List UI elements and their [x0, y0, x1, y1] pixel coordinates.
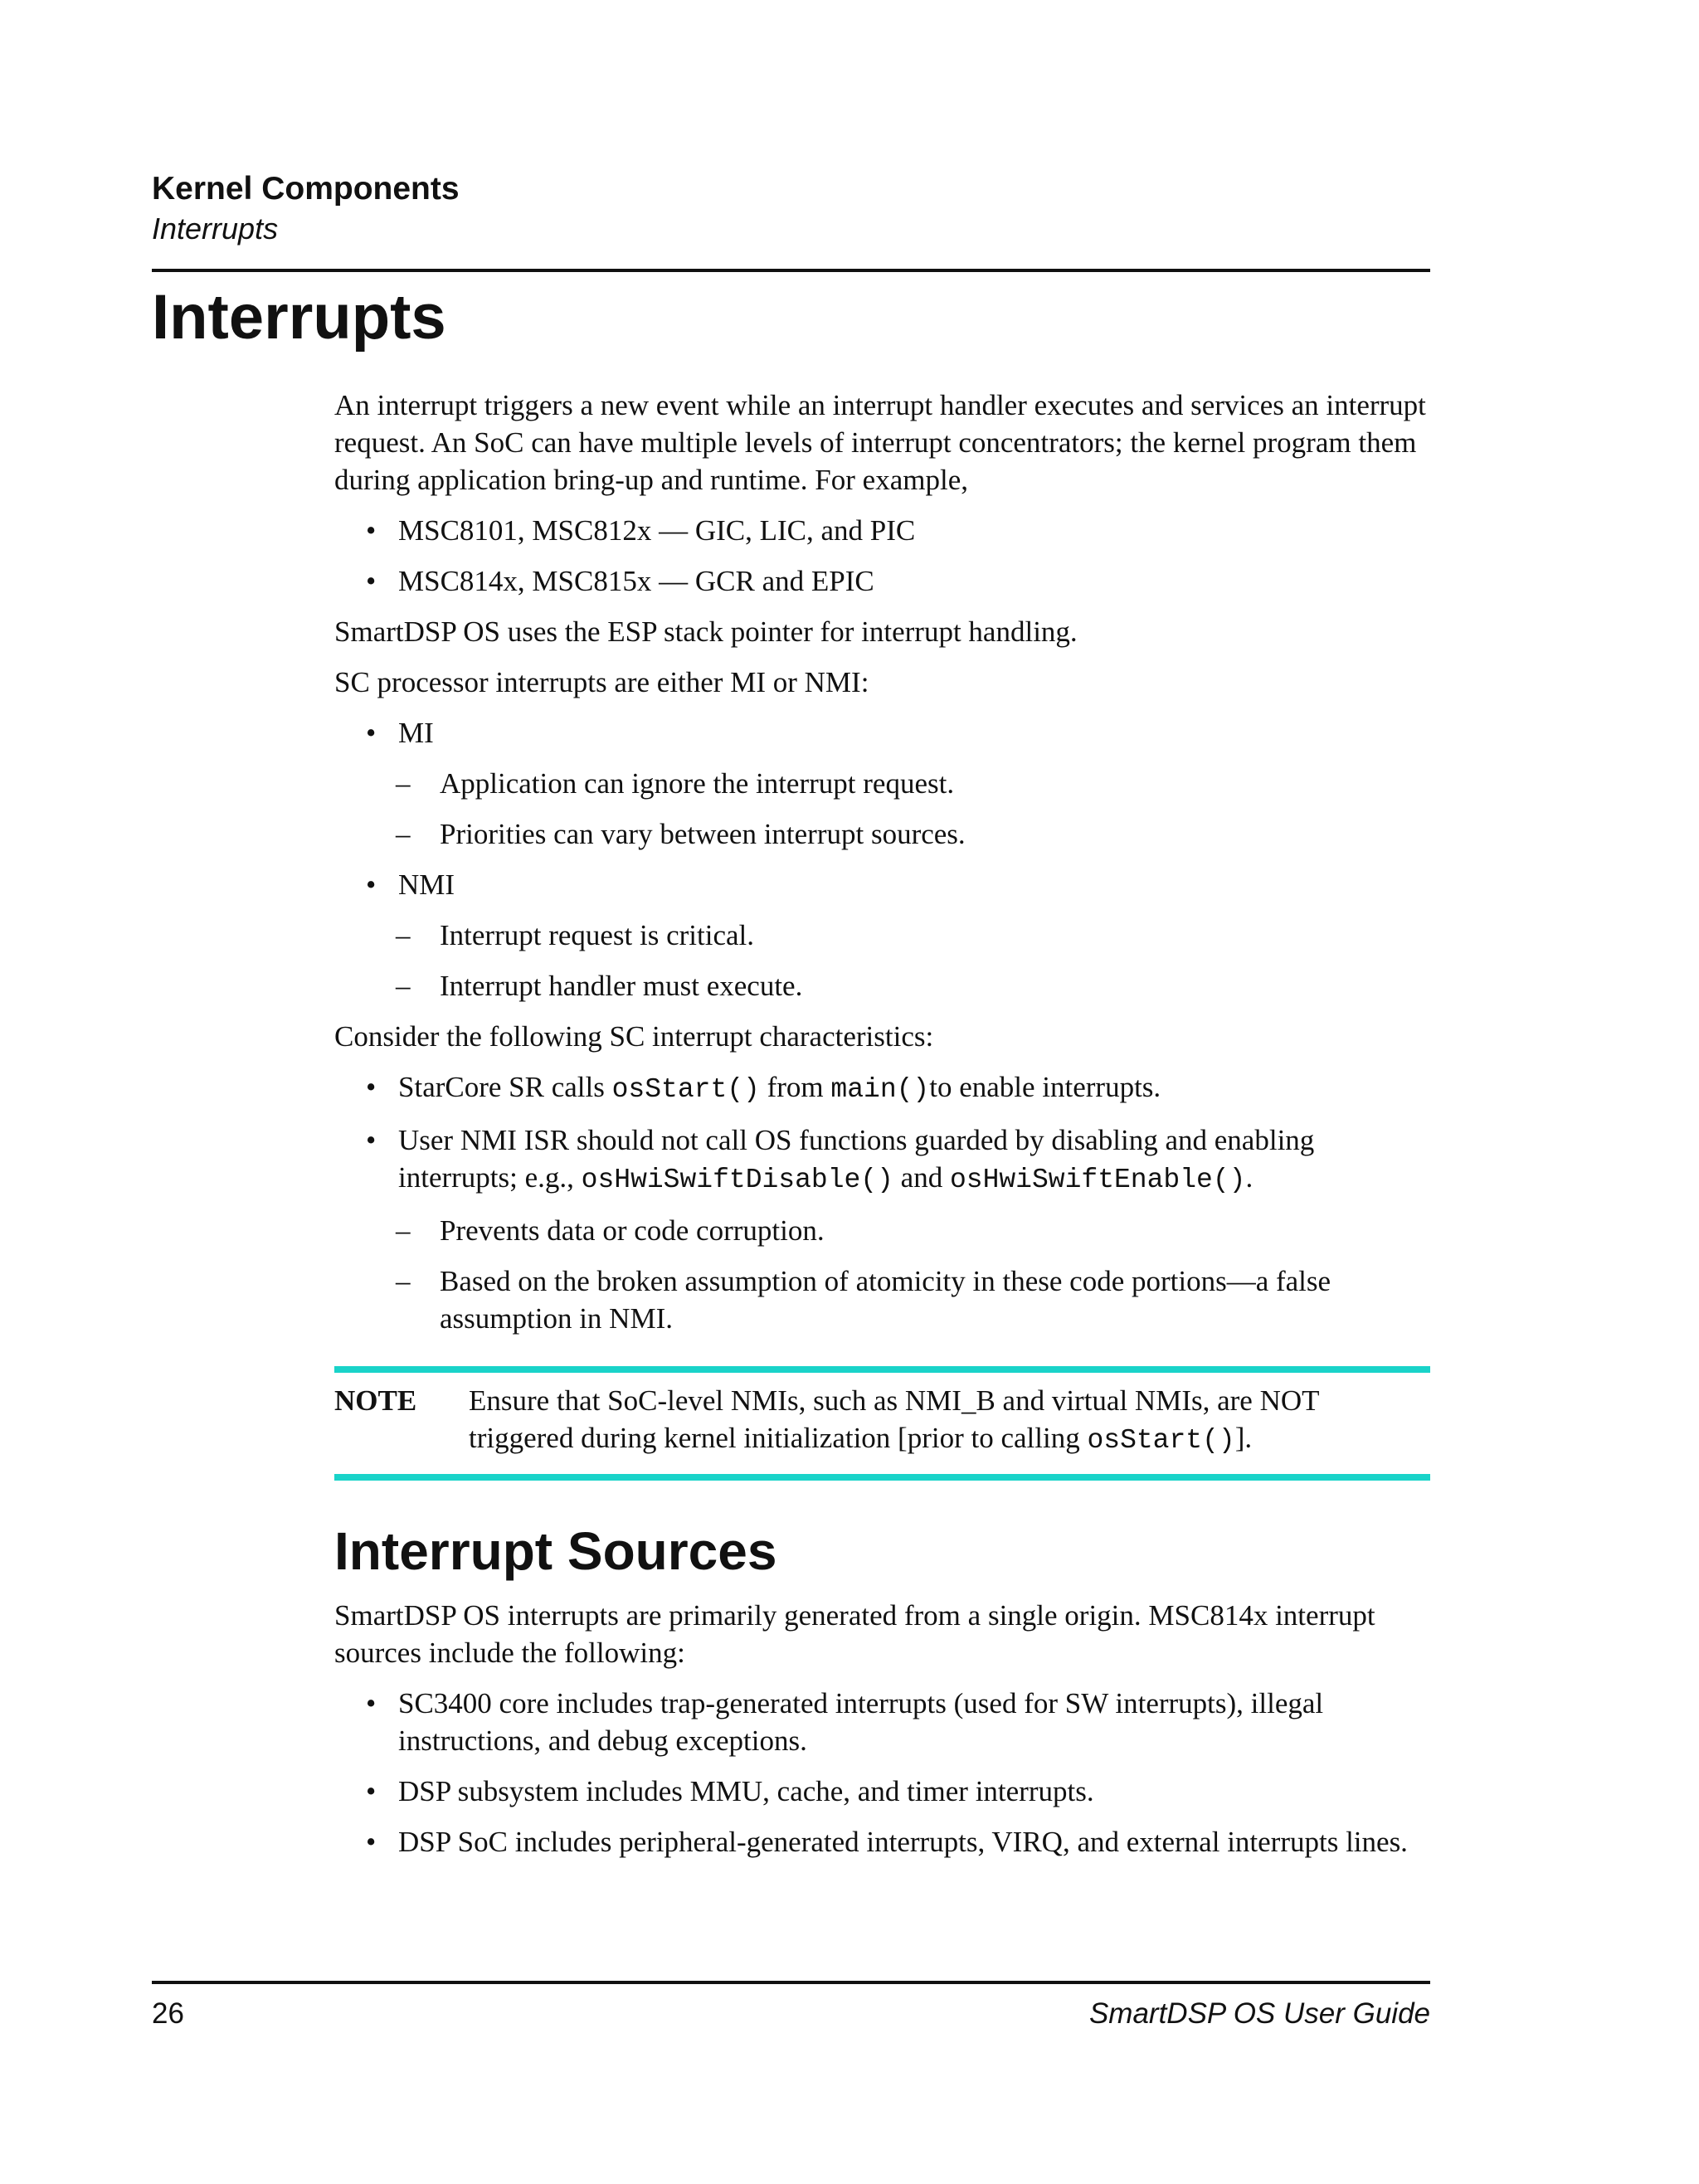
mi-nmi-paragraph: SC processor interrupts are either MI or NMI:	[334, 666, 869, 698]
sub-list-item: – Application can ignore the interrupt request.	[396, 767, 955, 800]
section-heading: Interrupt Sources	[334, 1521, 777, 1581]
running-header-section: Interrupts	[152, 212, 279, 246]
esp-paragraph: SmartDSP OS uses the ESP stack pointer for interrupt handling.	[334, 615, 1078, 648]
code-main: main()	[830, 1074, 930, 1105]
list-item: • SC3400 core includes trap-generated interrupts (used for SW interrupts), illegal instructions, and debug exceptions.	[366, 1687, 1324, 1757]
sub-list-item: – Based on the broken assumption of atomicity in these code portions—a false assumption in NMI.	[396, 1265, 1331, 1335]
note-box	[334, 1366, 1430, 1481]
list-item: • User NMI ISR should not call OS functions guarded by disabling and enabling interrupts; e.g., osHwiSwiftDisable() and osHwiSwiftEnable().	[366, 1124, 1315, 1195]
list-item: • DSP subsystem includes MMU, cache, and timer interrupts.	[366, 1775, 1094, 1807]
footer-doc-title: SmartDSP OS User Guide	[1088, 1997, 1430, 2030]
code-os-start: osStart()	[611, 1074, 760, 1105]
list-item: • MSC8101, MSC812x — GIC, LIC, and PIC	[366, 514, 916, 547]
note-label: NOTE	[334, 1384, 417, 1417]
code-hwi-enable: osHwiSwiftEnable()	[949, 1165, 1246, 1195]
note-text: Ensure that SoC-level NMIs, such as NMI_B and virtual NMIs, are NOT triggered during kernel initialization [prior to calling osStart()].	[469, 1384, 1319, 1456]
page-title: Interrupts	[152, 282, 446, 353]
list-item: • MSC814x, MSC815x — GCR and EPIC	[366, 565, 874, 597]
intro-section	[334, 387, 1434, 1350]
sources-section	[334, 1597, 1434, 1874]
header-rule	[152, 269, 1430, 272]
intro-paragraph: An interrupt triggers a new event while an interrupt handler executes and services an interrupt request. An SoC can have multiple levels of interrupt concentrators; the kernel program them during application bring-up and runtime. For example,	[334, 389, 1426, 496]
list-item: • DSP SoC includes peripheral-generated interrupts, VIRQ, and external interrupts lines.	[366, 1826, 1408, 1858]
list-item-nmi: • NMI	[366, 868, 455, 901]
code-os-start: osStart()	[1087, 1425, 1235, 1456]
running-header-chapter: Kernel Components	[152, 171, 460, 207]
code-hwi-disable: osHwiSwiftDisable()	[581, 1165, 893, 1195]
sub-list-item: – Interrupt handler must execute.	[396, 970, 803, 1002]
sources-paragraph: SmartDSP OS interrupts are primarily generated from a single origin. MSC814x interrupt sources include the following:	[334, 1599, 1375, 1669]
sub-list-item: – Interrupt request is critical.	[396, 919, 755, 951]
characteristics-paragraph: Consider the following SC interrupt characteristics:	[334, 1020, 934, 1053]
page-number: 26	[152, 1997, 184, 2030]
list-item-mi: • MI	[366, 717, 434, 749]
list-item: • StarCore SR calls osStart() from main()to enable interrupts.	[366, 1071, 1161, 1105]
sub-list-item: – Prevents data or code corruption.	[396, 1214, 825, 1247]
footer-rule	[152, 1981, 1430, 1984]
sub-list-item: – Priorities can vary between interrupt sources.	[396, 818, 966, 850]
